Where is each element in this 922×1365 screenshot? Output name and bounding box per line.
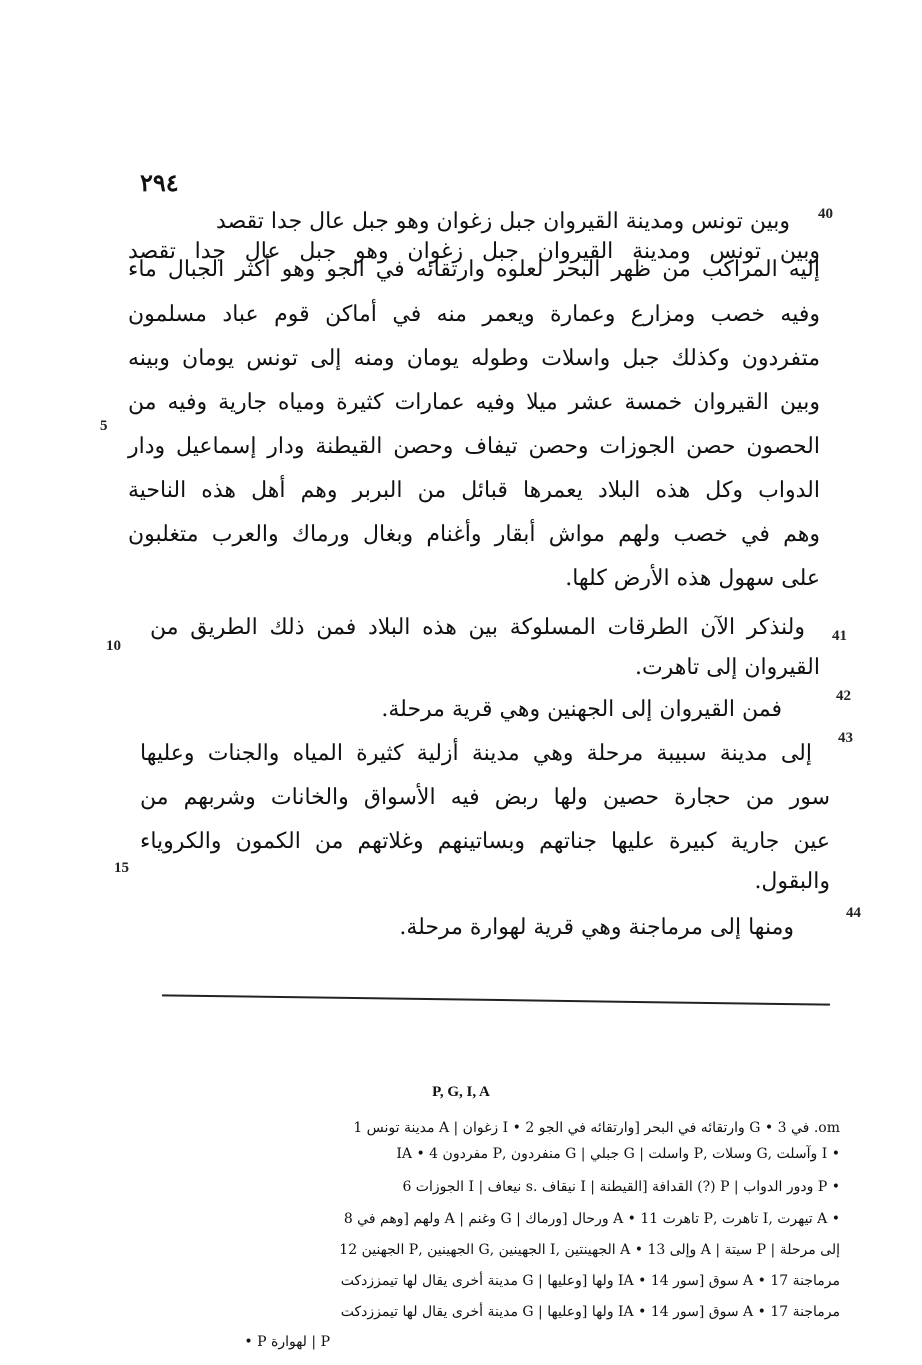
text-line: وبين تونس ومدينة القيروان جبل زغوان وهو جبل عال جدا تقصد bbox=[216, 209, 790, 234]
apparatus-line: مرماجنة 17 • A سوق [سور 14 • IA ولها [وعليها | G مدينة أخرى يقال لها تيمززدكت bbox=[340, 1273, 840, 1289]
apparatus-line: om. في 3 • G وارتقائه في البحر [وارتقائه في الجو 2 • I زغوان | A مدينة تونس 1 bbox=[353, 1120, 840, 1136]
text-line: سور من حجارة حصين ولها ربض فيه الأسواق والخانات وشربهم من bbox=[140, 785, 830, 810]
apparatus-line: مرماجنة 17 • A سوق [سور 14 • IA ولها [وعليها | G مدينة أخرى يقال لها تيمززدكت bbox=[340, 1304, 840, 1320]
text-line: فمن القيروان إلى الجهنين وهي قرية مرحلة. bbox=[381, 697, 782, 722]
text-line: ومنها إلى مرماجنة وهي قرية لهوارة مرحلة. bbox=[399, 915, 794, 940]
text-line: على سهول هذه الأرض كلها. bbox=[565, 566, 820, 591]
footnote-rule bbox=[162, 994, 830, 1005]
paragraph-number: 40 bbox=[818, 206, 833, 222]
text-line: وفيه خصب ومزارع وعمارة ويعمر منه في أماكن قوم عباد مسلمون bbox=[128, 302, 820, 327]
page-number: ٢٩٤ bbox=[140, 168, 179, 197]
line-number: 15 bbox=[114, 860, 129, 876]
text-line: الحصون حصن الجوزات وحصن تيفاف وحصن القيطنة ودار إسماعيل ودار bbox=[128, 434, 820, 459]
apparatus-line: • A تيهرت ,I تاهرت ,P تاهرت 11 • A ورحال [ورماك | G وغنم | A ولهم [وهم في 8 bbox=[343, 1211, 840, 1227]
paragraph-number: 42 bbox=[836, 688, 851, 704]
text-line: والبقول. bbox=[754, 869, 830, 894]
text-line: عين جارية كبيرة عليها جناتهم وبساتينهم وغلاتهم من الكمون والكروياء bbox=[140, 829, 830, 854]
line-number: 5 bbox=[100, 418, 108, 434]
text-line: الدواب وكل هذه البلاد يعمرها قبائل من البربر وهم أهل هذه الناحية bbox=[128, 478, 820, 503]
text-line: ولنذكر الآن الطرقات المسلوكة بين هذه البلاد فمن ذلك الطريق من bbox=[150, 615, 805, 640]
paragraph-number: 44 bbox=[846, 905, 861, 921]
apparatus-line: • P ودور الدواب | P (?) القدافة [القيطنة | I نيقاف .s نيعاف | I الجوزات 6 bbox=[402, 1179, 840, 1195]
text-line: متفردون وكذلك جبل واسلات وطوله يومان ومنه إلى تونس يومان وبينه bbox=[128, 346, 820, 371]
line-number: 10 bbox=[106, 638, 121, 654]
paragraph-number: 41 bbox=[832, 628, 847, 644]
text-line: وبين تونس ومدينة القيروان جبل زغوان وهو جبل عال جدا تقصد bbox=[128, 239, 820, 264]
text-line: إلى مدينة سبيبة مرحلة وهي مدينة أزلية كثيرة المياه والجنات وعليها bbox=[140, 741, 812, 766]
paragraph-number: 43 bbox=[838, 730, 853, 746]
text-line: وبين القيروان خمسة عشر ميلا وفيه عمارات كثيرة ومياه جارية وفيه من bbox=[128, 390, 820, 415]
text-line: وهم في خصب ولهم مواش أبقار وأغنام وبغال ورماك والعرب متغلبون bbox=[128, 522, 820, 547]
apparatus-line: P | لهوارة P • bbox=[244, 1334, 330, 1350]
text-line: القيروان إلى تاهرت. bbox=[634, 655, 820, 680]
text-line: إليه المراكب من ظهر البحر لعلوه وارتقائه في الجو وهو أكثر الجبال ماء bbox=[128, 257, 820, 282]
apparatus-heading: P, G, I, A bbox=[432, 1084, 490, 1100]
apparatus-line: • I وآسلت ,G وسلات ,P واسلت | G جبلي | G منفردون ,P مفردون 4 • IA bbox=[396, 1146, 840, 1162]
apparatus-line: إلى مرحلة | P سيتة | A وإلى 13 • A الجهينتين ,I الجهينين ,G الجهينين ,P الجهنين 12 bbox=[339, 1242, 840, 1258]
